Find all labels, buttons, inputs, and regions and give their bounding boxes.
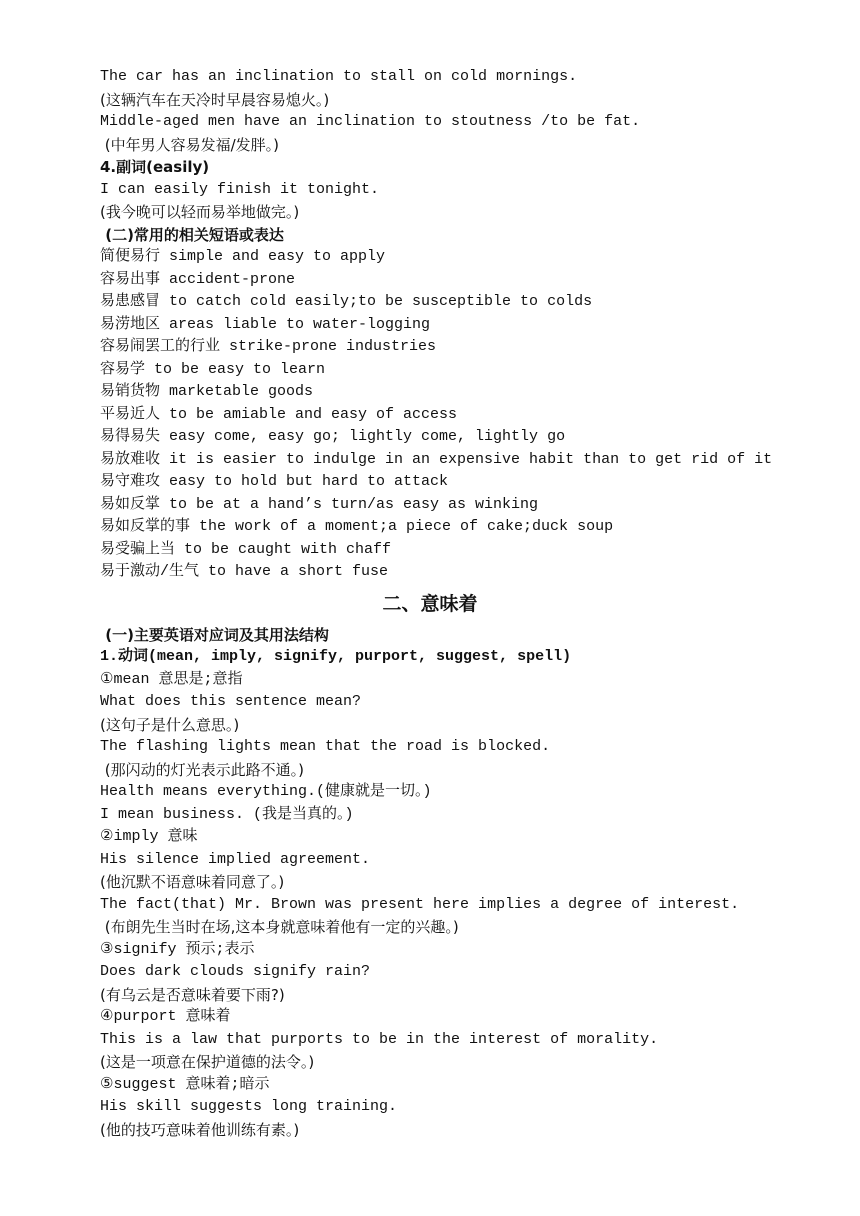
subsection-title-phrases: (二)常用的相关短语或表达 xyxy=(100,225,284,244)
translation: (有乌云是否意味着要下雨?) xyxy=(100,985,285,1004)
subsection-title-adverb: 4.副词(easily) xyxy=(100,158,210,176)
example-sentence: Middle-aged men have an inclination to stoutness /to be fat. xyxy=(100,113,641,130)
phrase-entry: 易如反掌 to be at a hand’s turn/as easy as winking xyxy=(100,495,539,513)
phrase-entry: 易得易失 easy come, easy go; lightly come, lightly go xyxy=(100,428,566,445)
example-sentence: Does dark clouds signify rain? xyxy=(100,963,371,980)
example-sentence: The flashing lights mean that the road is blocked. xyxy=(100,738,551,755)
example-sentence: The fact(that) Mr. Brown was present here implies a degree of interest. xyxy=(100,895,740,913)
translation: (这辆汽车在天冷时早晨容易熄火。) xyxy=(100,90,330,109)
translation: (那闪动的灯光表示此路不通。) xyxy=(100,760,304,779)
translation: (他沉默不语意味着同意了。) xyxy=(100,873,285,891)
verb-entry-imply: ②imply 意味 xyxy=(100,828,198,845)
verb-entry-suggest: ⑤suggest 意味着;暗示 xyxy=(100,1075,270,1093)
phrase-entry: 易如反掌的事 the work of a moment;a piece of cake;duck soup xyxy=(100,518,614,535)
translation: (中年男人容易发福/发胖。) xyxy=(100,135,280,154)
example-sentence: Health means everything.(健康就是一切。) xyxy=(100,783,432,800)
section-heading: 二、意味着 xyxy=(382,592,478,615)
phrase-entry: 容易学 to be easy to learn xyxy=(100,360,326,378)
subsection-title-equivalents: (一)主要英语对应词及其用法结构 xyxy=(100,625,329,644)
verb-entry-signify: ③signify 预示;表示 xyxy=(100,940,255,958)
phrase-entry: 易患感冒 to catch cold easily;to be susceptible to colds xyxy=(100,293,593,310)
subsection-title-verbs: 1.动词(mean, imply, signify, purport, suggest, spell) xyxy=(100,648,572,665)
phrase-entry: 易于激动/生气 to have a short fuse xyxy=(100,563,389,580)
translation: (他的技巧意味着他训练有素。) xyxy=(100,1120,300,1139)
phrase-entry: 易守难攻 easy to hold but hard to attack xyxy=(100,473,449,490)
phrase-entry: 容易出事 accident-prone xyxy=(100,270,296,288)
verb-entry-purport: ④purport 意味着 xyxy=(100,1008,231,1025)
example-sentence: I mean business. (我是当真的。) xyxy=(100,805,354,823)
phrase-entry: 易放难收 it is easier to indulge in an expensive habit than to get rid of it xyxy=(100,450,773,468)
verb-entry-mean: ①mean 意思是;意指 xyxy=(100,670,243,688)
translation: (我今晚可以轻而易举地做完。) xyxy=(100,203,300,221)
translation: (布朗先生当时在场,这本身就意味着他有一定的兴趣。) xyxy=(100,918,459,936)
example-sentence: What does this sentence mean? xyxy=(100,693,362,710)
example-sentence: His skill suggests long training. xyxy=(100,1098,398,1115)
example-sentence: I can easily finish it tonight. xyxy=(100,180,380,198)
phrase-entry: 容易闹罢工的行业 strike-prone industries xyxy=(100,338,437,355)
example-sentence: The car has an inclination to stall on cold mornings. xyxy=(100,68,578,85)
phrase-entry: 易涝地区 areas liable to water-logging xyxy=(100,315,431,333)
example-sentence: This is a law that purports to be in the interest of morality. xyxy=(100,1030,659,1048)
example-sentence: His silence implied agreement. xyxy=(100,850,371,868)
phrase-entry: 平易近人 to be amiable and easy of access xyxy=(100,405,458,423)
translation: (这句子是什么意思。) xyxy=(100,715,240,734)
phrase-entry: 简便易行 simple and easy to apply xyxy=(100,248,386,265)
translation: (这是一项意在保护道德的法令。) xyxy=(100,1053,315,1071)
document-page xyxy=(100,66,800,1141)
phrase-entry: 易销货物 marketable goods xyxy=(100,383,314,400)
phrase-entry: 易受骗上当 to be caught with chaff xyxy=(100,540,392,558)
